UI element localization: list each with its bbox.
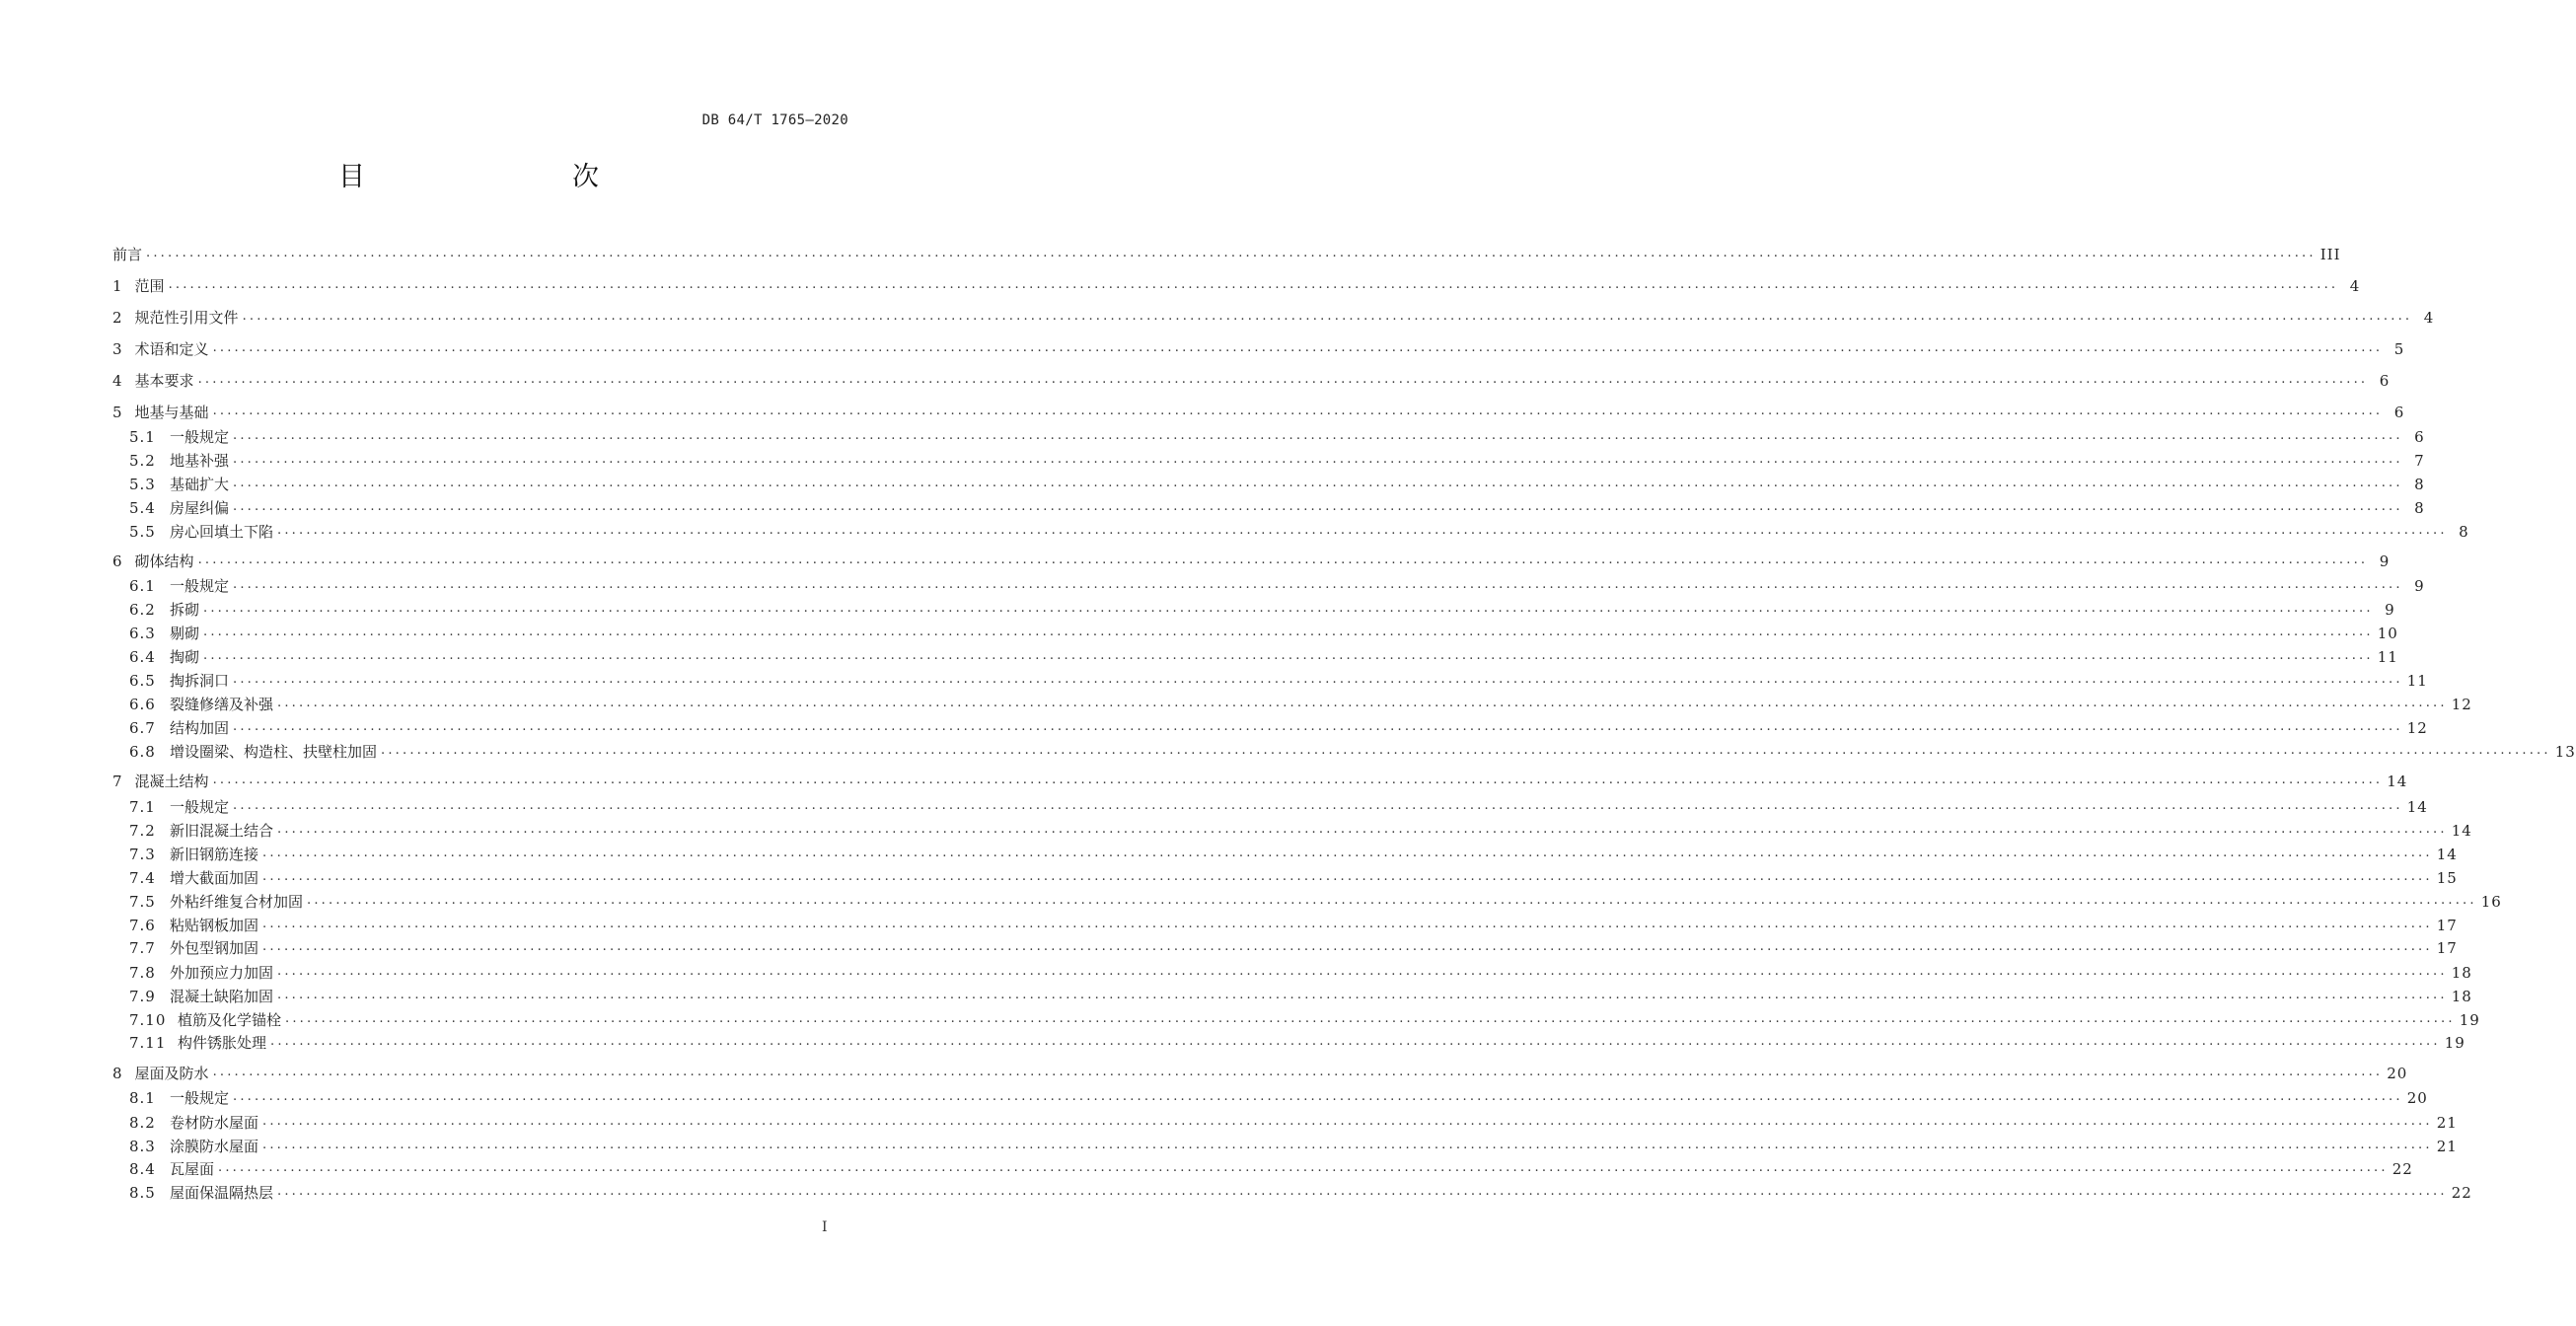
toc-entry-title: 术语和定义 <box>134 340 209 358</box>
toc-entry[interactable] <box>129 472 2425 493</box>
toc-entry-page: 8 <box>2414 499 2425 517</box>
toc-entry-number: 6.4 <box>129 648 156 666</box>
toc-entry-number: 5.3 <box>129 476 156 493</box>
toc-entry[interactable] <box>129 1030 2466 1052</box>
toc-entry-number: 7.9 <box>129 988 156 1005</box>
toc-entry-page: 19 <box>2459 1011 2480 1029</box>
toc-leader-dots: ............................................................................................................................................................................................................................................................................................................ <box>218 1160 2389 1175</box>
toc-entry-page: 17 <box>2436 917 2458 934</box>
toc-entry[interactable] <box>129 621 2398 642</box>
toc-entry[interactable] <box>129 644 2398 666</box>
toc-entry-number: 6.1 <box>129 577 156 595</box>
toc-entry-page: 9 <box>2379 552 2391 570</box>
toc-entry-title: 基本要求 <box>134 372 194 390</box>
toc-entry[interactable] <box>112 242 2341 263</box>
toc-entry-page: 9 <box>2385 601 2395 619</box>
toc-leader-dots: ............................................................................................................................................................................................................................................................................................................ <box>277 696 2448 710</box>
toc-leader-dots: ............................................................................................................................................................................................................................................................................................................ <box>270 1034 2441 1049</box>
toc-entry[interactable] <box>129 692 2472 713</box>
toc-entry-title: 砌体结构 <box>134 552 194 570</box>
toc-entry-title: 瓦屋面 <box>170 1160 215 1178</box>
toc-entry[interactable] <box>112 368 2391 390</box>
toc-entry-title: 构件锈胀处理 <box>178 1034 267 1052</box>
toc-entry[interactable] <box>129 1180 2472 1202</box>
toc-entry-title: 地基补强 <box>170 452 230 470</box>
toc-leader-dots: ............................................................................................................................................................................................................................................................................................................ <box>197 552 2369 567</box>
toc-entry-page: 18 <box>2451 988 2472 1005</box>
toc-entry-page: 12 <box>2406 719 2428 737</box>
toc-leader-dots: ............................................................................................................................................................................................................................................................................................................ <box>233 719 2403 734</box>
toc-entry-number: 3 <box>112 340 123 358</box>
toc-entry-title: 屋面及防水 <box>134 1065 209 1082</box>
toc-leader-dots: ............................................................................................................................................................................................................................................................................................................ <box>262 1138 2433 1152</box>
toc-entry-number: 6.8 <box>129 743 156 761</box>
toc-entry-page: 11 <box>2406 672 2428 690</box>
toc-entry-page: 13 <box>2554 743 2576 761</box>
toc-entry[interactable] <box>112 769 2408 790</box>
toc-entry[interactable] <box>129 597 2395 619</box>
toc-entry[interactable] <box>129 1007 2480 1029</box>
toc-entry-number: 7.8 <box>129 964 156 982</box>
toc-leader-dots: ............................................................................................................................................................................................................................................................................................................ <box>285 1011 2456 1026</box>
toc-entry-title: 裂缝修缮及补强 <box>170 696 274 713</box>
toc-entry-page: 14 <box>2406 798 2428 816</box>
toc-entry-number: 8.3 <box>129 1138 156 1155</box>
toc-entry-page: 4 <box>2423 309 2435 327</box>
toc-entry-title: 涂膜防水屋面 <box>170 1138 259 1155</box>
toc-entry[interactable] <box>129 1156 2413 1178</box>
toc-entry[interactable] <box>129 818 2472 840</box>
toc-entry[interactable] <box>129 519 2469 541</box>
toc-leader-dots: ............................................................................................................................................................................................................................................................................................................ <box>262 1114 2433 1129</box>
toc-entry-page: 21 <box>2436 1114 2458 1132</box>
toc-entry-number: 4 <box>112 372 123 390</box>
toc-entry-page: 7 <box>2414 452 2425 470</box>
toc-entry[interactable] <box>112 400 2405 421</box>
toc-leader-dots: ............................................................................................................................................................................................................................................................................................................ <box>242 309 2413 324</box>
toc-entry-title: 外包型钢加固 <box>170 939 259 957</box>
toc-leader-dots: ............................................................................................................................................................................................................................................................................................................ <box>197 372 2369 387</box>
toc-entry-number: 7.3 <box>129 846 156 863</box>
toc-entry-page: 4 <box>2349 277 2361 295</box>
toc-entry-number: 6.6 <box>129 696 156 713</box>
toc-leader-dots: ............................................................................................................................................................................................................................................................................................................ <box>233 499 2403 514</box>
toc-entry-title: 植筋及化学锚栓 <box>178 1011 282 1029</box>
toc-entry-page: 19 <box>2444 1034 2466 1052</box>
toc-leader-dots: ............................................................................................................................................................................................................................................................................................................ <box>203 648 2374 663</box>
toc-leader-dots: ............................................................................................................................................................................................................................................................................................................ <box>233 452 2403 467</box>
toc-entry-page: 14 <box>2387 773 2408 790</box>
toc-entry-number: 5.2 <box>129 452 156 470</box>
toc-entry[interactable] <box>129 794 2428 816</box>
toc-entry-title: 前言 <box>112 246 143 263</box>
toc-entry[interactable] <box>129 960 2472 982</box>
toc-entry-page: 6 <box>2379 372 2391 390</box>
toc-entry[interactable] <box>112 336 2405 358</box>
toc-leader-dots: ............................................................................................................................................................................................................................................................................................................ <box>277 1184 2448 1199</box>
toc-leader-dots: ............................................................................................................................................................................................................................................................................................................ <box>277 988 2448 1002</box>
toc-entry-number: 5.4 <box>129 499 156 517</box>
toc-entry-title: 剔砌 <box>170 625 200 642</box>
toc-entry-page: 5 <box>2393 340 2405 358</box>
page-number: I <box>822 1219 828 1235</box>
toc-entry-page: 11 <box>2377 648 2398 666</box>
toc-entry-title: 规范性引用文件 <box>134 309 239 327</box>
toc-entry-number: 6.5 <box>129 672 156 690</box>
toc-entry-title: 一般规定 <box>170 577 230 595</box>
toc-entry[interactable] <box>129 668 2428 690</box>
toc-entry-number: 8 <box>112 1065 123 1082</box>
toc-entry-title: 混凝土缺陷加固 <box>170 988 274 1005</box>
toc-entry[interactable] <box>129 1085 2428 1107</box>
toc-leader-dots: ............................................................................................................................................................................................................................................................................................................ <box>233 577 2403 592</box>
toc-entry-page: 8 <box>2459 523 2469 541</box>
toc-entry-page: 6 <box>2414 428 2425 446</box>
toc-entry-title: 结构加固 <box>170 719 230 737</box>
toc-entry-number: 5 <box>112 404 123 421</box>
toc-leader-dots: ............................................................................................................................................................................................................................................................................................................ <box>212 1065 2384 1079</box>
toc-entry-number: 7.11 <box>129 1034 167 1052</box>
toc-entry[interactable] <box>129 424 2425 446</box>
toc-entry[interactable] <box>129 1110 2458 1132</box>
toc-entry-number: 8.1 <box>129 1089 156 1107</box>
toc-entry-page: 8 <box>2414 476 2425 493</box>
toc-leader-dots: ............................................................................................................................................................................................................................................................................................................ <box>262 846 2433 860</box>
toc-leader-dots: ............................................................................................................................................................................................................................................................................................................ <box>233 1089 2403 1104</box>
toc-entry[interactable] <box>129 984 2472 1005</box>
toc-leader-dots: ............................................................................................................................................................................................................................................................................................................ <box>233 476 2403 490</box>
toc-entry-number: 1 <box>112 277 123 295</box>
toc-entry-page: 22 <box>2451 1184 2472 1202</box>
toc-entry-page: 16 <box>2480 893 2502 911</box>
toc-entry-page: 18 <box>2451 964 2472 982</box>
toc-entry-number: 5.5 <box>129 523 156 541</box>
toc-entry-title: 新旧钢筋连接 <box>170 846 259 863</box>
toc-entry[interactable] <box>129 495 2425 517</box>
toc-entry-number: 8.5 <box>129 1184 156 1202</box>
page-title: 目 次 <box>338 162 650 192</box>
toc-entry-page: 17 <box>2436 939 2458 957</box>
toc-entry-page: 20 <box>2406 1089 2428 1107</box>
toc-entry-title: 房屋纠偏 <box>170 499 230 517</box>
toc-entry-title: 拆砌 <box>170 601 200 619</box>
toc-leader-dots: ............................................................................................................................................................................................................................................................................................................ <box>262 939 2433 954</box>
toc-leader-dots: ............................................................................................................................................................................................................................................................................................................ <box>262 917 2433 931</box>
toc-entry-title: 基础扩大 <box>170 476 230 493</box>
toc-entry-page: 9 <box>2414 577 2425 595</box>
toc-entry-page: 14 <box>2451 822 2472 840</box>
toc-entry-title: 外粘纤维复合材加固 <box>170 893 304 911</box>
toc-entry-number: 7.7 <box>129 939 156 957</box>
toc-entry[interactable] <box>129 448 2425 470</box>
toc-entry-page: 10 <box>2377 625 2398 642</box>
toc-entry-title: 房心回填土下陷 <box>170 523 274 541</box>
toc-entry-number: 7 <box>112 773 123 790</box>
toc-entry[interactable] <box>112 305 2435 327</box>
toc-leader-dots: ............................................................................................................................................................................................................................................................................................................ <box>146 246 2317 260</box>
toc-entry-number: 6.3 <box>129 625 156 642</box>
toc-entry[interactable] <box>112 549 2391 570</box>
toc-entry[interactable] <box>129 865 2458 887</box>
toc-leader-dots: ............................................................................................................................................................................................................................................................................................................ <box>233 798 2403 813</box>
toc-entry-page: 20 <box>2387 1065 2408 1082</box>
toc-leader-dots: ............................................................................................................................................................................................................................................................................................................ <box>203 601 2374 616</box>
toc-entry-title: 一般规定 <box>170 428 230 446</box>
toc-leader-dots: ............................................................................................................................................................................................................................................................................................................ <box>307 893 2477 908</box>
toc-entry-title: 一般规定 <box>170 1089 230 1107</box>
toc-entry[interactable] <box>129 889 2502 911</box>
toc-leader-dots: ............................................................................................................................................................................................................................................................................................................ <box>212 404 2384 418</box>
toc-entry-number: 7.4 <box>129 869 156 887</box>
toc-entry-page: 14 <box>2436 846 2458 863</box>
toc-entry-title: 掏拆洞口 <box>170 672 230 690</box>
toc-entry-title: 增设圈梁、构造柱、扶壁柱加固 <box>170 743 378 761</box>
toc-entry-number: 7.1 <box>129 798 156 816</box>
toc-entry-title: 外加预应力加固 <box>170 964 274 982</box>
toc-entry-page: III <box>2319 246 2341 263</box>
toc-entry[interactable] <box>112 273 2361 295</box>
toc-entry-title: 新旧混凝土结合 <box>170 822 274 840</box>
toc-entry-title: 掏砌 <box>170 648 200 666</box>
toc-leader-dots: ............................................................................................................................................................................................................................................................................................................ <box>212 773 2384 787</box>
toc-entry-page: 15 <box>2436 869 2458 887</box>
toc-leader-dots: ............................................................................................................................................................................................................................................................................................................ <box>212 340 2384 355</box>
toc-entry-page: 6 <box>2393 404 2405 421</box>
toc-leader-dots: ............................................................................................................................................................................................................................................................................................................ <box>233 672 2403 687</box>
toc-entry[interactable] <box>129 1134 2458 1155</box>
toc-entry-title: 范围 <box>134 277 165 295</box>
toc-entry-number: 7.6 <box>129 917 156 934</box>
toc-entry-number: 6.7 <box>129 719 156 737</box>
toc-entry-number: 5.1 <box>129 428 156 446</box>
toc-entry-title: 一般规定 <box>170 798 230 816</box>
toc-entry-page: 22 <box>2392 1160 2413 1178</box>
toc-entry-number: 2 <box>112 309 123 327</box>
toc-entry-number: 6 <box>112 552 123 570</box>
toc-entry-number: 8.4 <box>129 1160 156 1178</box>
toc-entry[interactable] <box>129 739 2576 761</box>
toc-entry-page: 12 <box>2451 696 2472 713</box>
toc-entry[interactable] <box>129 573 2425 595</box>
toc-leader-dots: ............................................................................................................................................................................................................................................................................................................ <box>203 625 2374 639</box>
toc-entry[interactable] <box>129 913 2458 934</box>
toc-entry-number: 8.2 <box>129 1114 156 1132</box>
toc-leader-dots: ............................................................................................................................................................................................................................................................................................................ <box>277 523 2448 538</box>
toc-entry-title: 混凝土结构 <box>134 773 209 790</box>
toc-entry-title: 屋面保温隔热层 <box>170 1184 274 1202</box>
toc-leader-dots: ............................................................................................................................................................................................................................................................................................................ <box>168 277 2339 292</box>
document-code: DB 64/T 1765—2020 <box>701 112 848 128</box>
toc-entry-number: 7.10 <box>129 1011 167 1029</box>
toc-entry[interactable] <box>129 935 2458 957</box>
toc-entry-number: 7.2 <box>129 822 156 840</box>
toc-entry[interactable] <box>112 1061 2408 1082</box>
toc-entry[interactable] <box>129 842 2458 863</box>
toc-leader-dots: ............................................................................................................................................................................................................................................................................................................ <box>233 428 2403 443</box>
toc-entry-title: 粘贴钢板加固 <box>170 917 259 934</box>
toc-entry-number: 6.2 <box>129 601 156 619</box>
toc-leader-dots: ............................................................................................................................................................................................................................................................................................................ <box>262 869 2433 884</box>
toc-entry-page: 21 <box>2436 1138 2458 1155</box>
toc-leader-dots: ............................................................................................................................................................................................................................................................................................................ <box>381 743 2551 758</box>
toc-entry-title: 卷材防水屋面 <box>170 1114 259 1132</box>
toc-entry[interactable] <box>129 715 2428 737</box>
toc-leader-dots: ............................................................................................................................................................................................................................................................................................................ <box>277 822 2448 837</box>
toc-entry-title: 增大截面加固 <box>170 869 259 887</box>
toc-entry-number: 7.5 <box>129 893 156 911</box>
toc-entry-title: 地基与基础 <box>134 404 209 421</box>
toc-leader-dots: ............................................................................................................................................................................................................................................................................................................ <box>277 964 2448 979</box>
